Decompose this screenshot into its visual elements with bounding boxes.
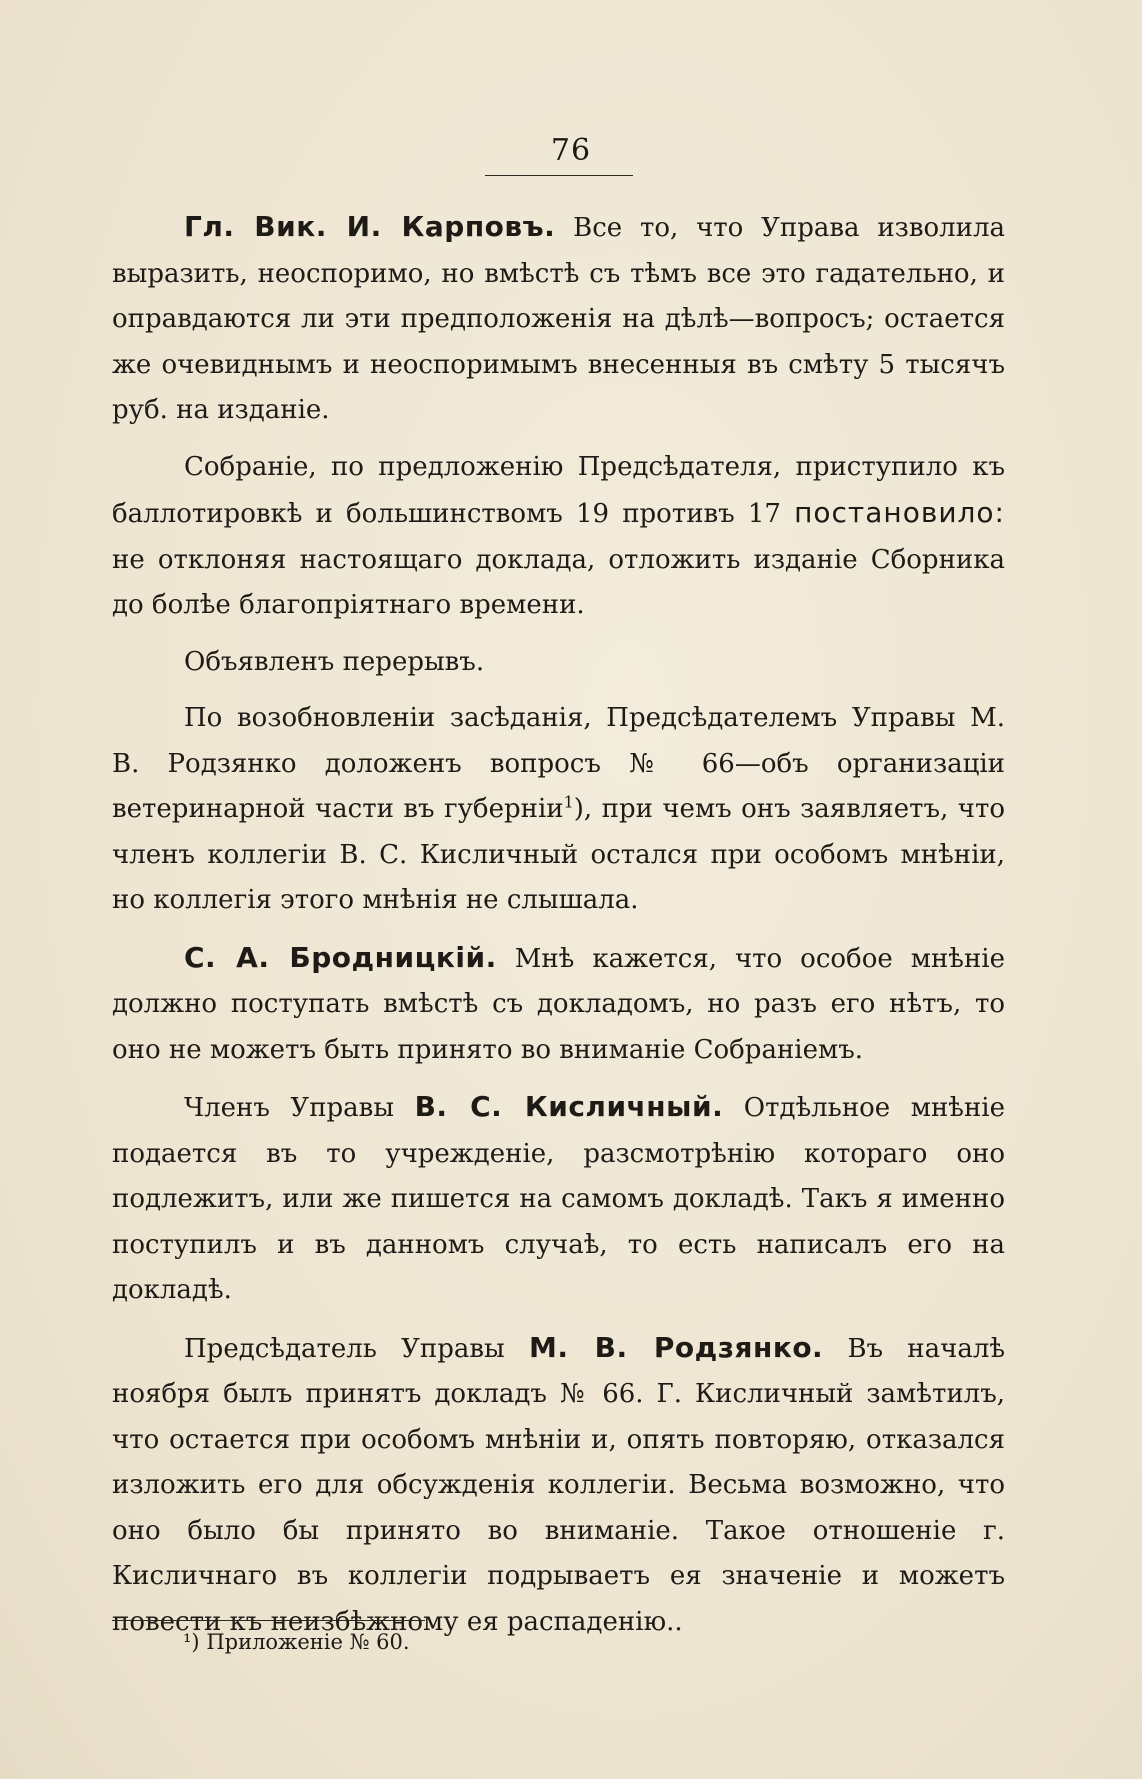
paragraph-text: Мнѣ кажется, что особое мнѣніе должно поступать вмѣстѣ съ докладомъ, но разъ его нѣтъ, то оно не можетъ быть принято во вниманіе Собраніемъ. <box>112 943 1005 1065</box>
page-number: 76 <box>550 133 592 168</box>
footnote-rule <box>112 1620 425 1621</box>
footnote-reference[interactable]: 1 <box>563 792 574 812</box>
speaker-prefix: Членъ Управы <box>184 1093 395 1123</box>
paragraph-text: Все то, что Управа изволила выразить, неоспоримо, но вмѣстѣ съ тѣмъ все это гадательно, и оправдаются ли эти предположенія на дѣлѣ—вопросъ; остается же очевиднымъ и неоспоримымъ внесенныя въ смѣту 5 тысячъ руб. на изданіе. <box>112 213 1005 425</box>
speaker-name: Гл. Вик. И. Карповъ. <box>184 210 556 243</box>
paragraph-karpov <box>112 204 1005 434</box>
page-number-rule <box>485 175 633 176</box>
paragraph-rodzyanko <box>112 1325 1005 1646</box>
paragraph-text: Въ началѣ ноября былъ принятъ докладъ № 66. Г. Кисличный замѣтилъ, что остается при особомъ мнѣніи и, опять повторяю, отказался изложить его для обсужденія коллегіи. Весьма возможно, что оно было бы принято во вниманіе. Такое отношеніе г. Кисличнаго въ коллегіи подрываетъ ея значеніе и можетъ повести къ неизбѣжному ея распаденію.. <box>112 1333 1006 1637</box>
footnote-marker: ¹) <box>183 1630 200 1654</box>
paragraph-text: Отдѣльное мнѣніе подается въ то учрежденіе, разсмотрѣнію котораго оно подлежитъ, или же пишется на самомъ докладѣ. Такъ я именно поступилъ и въ данномъ случаѣ, то есть написалъ его на докладѣ. <box>112 1093 1006 1305</box>
paragraph-break <box>112 640 1005 686</box>
paragraph-text: По возобновленіи засѣданія, Предсѣдателемъ Управы М. В. Родзянко доложенъ вопросъ № 66—объ организаціи ветеринарной части въ губерніи <box>112 703 1005 824</box>
paragraph-kislichny <box>112 1084 1005 1314</box>
paragraph-brodnitsky <box>112 935 1005 1074</box>
paragraph-text: не отклоняя настоящаго доклада, отложить изданіе Сборника до болѣе благопріятнаго времени. <box>112 544 1005 620</box>
footnote-text: Приложеніе № 60. <box>206 1630 410 1654</box>
paragraph-text: Собраніе, по предложенію Предсѣдателя, приступило къ баллотировкѣ и большинствомъ 19 противъ 17 <box>112 451 1005 529</box>
resolution-emphasis: постановило: <box>794 496 1005 529</box>
paragraph-text: ), при чемъ онъ заявляетъ, что членъ коллегіи В. С. Кисличный остался при особомъ мнѣніи, но коллегія этого мнѣнія не слышала. <box>112 794 1005 915</box>
footnote <box>183 1627 410 1657</box>
speaker-name: С. А. Бродницкій. <box>184 940 497 974</box>
body-text <box>112 204 1005 1656</box>
paragraph-text: Объявленъ перерывъ. <box>184 646 485 677</box>
speaker-name: М. В. Родзянко. <box>528 1330 824 1364</box>
paragraph-vote <box>112 445 1005 629</box>
speaker-name: В. С. Кисличный. <box>414 1090 724 1123</box>
speaker-prefix: Предсѣдатель Управы <box>184 1333 505 1364</box>
paragraph-resumption <box>112 696 1005 924</box>
